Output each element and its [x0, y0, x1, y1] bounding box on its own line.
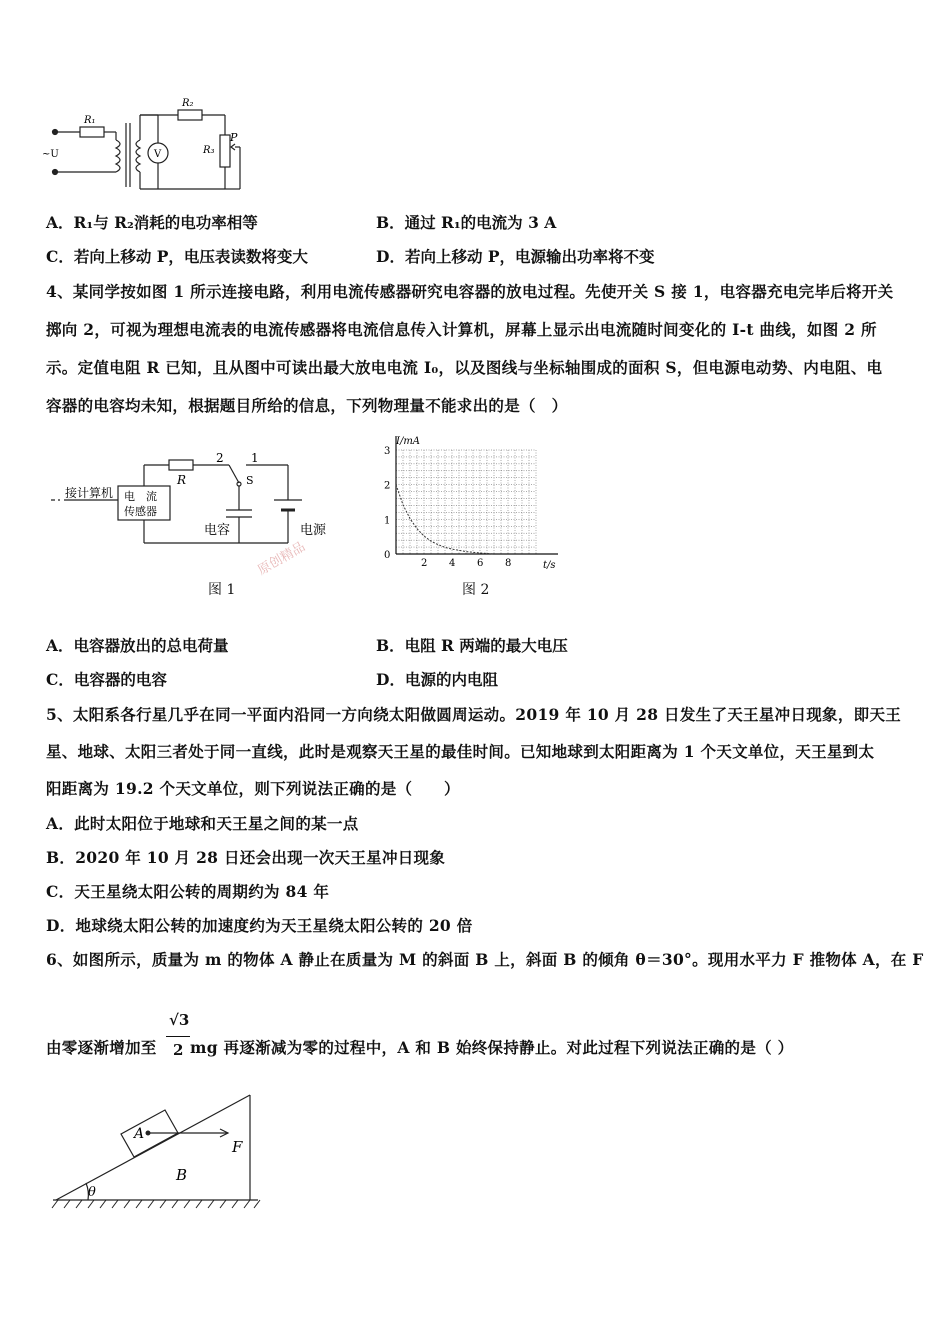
q3-option-a: A．R₁与 R₂消耗的电功率相等: [46, 213, 258, 232]
fig1-computer-label: 接计算机: [65, 486, 114, 500]
incline-figure: [48, 1090, 278, 1220]
q6-fraction-bar: [166, 1036, 190, 1037]
fig3-voltmeter-label: V: [154, 149, 162, 160]
q3-option-c: C．若向上移动 P，电压表读数将变大: [46, 247, 308, 266]
fig3-u-label: ~U: [42, 149, 59, 160]
incline-label-theta: θ: [88, 1185, 96, 1200]
q6-fraction-denominator: 2: [173, 1041, 184, 1059]
chart-y-tick-label: 3: [384, 446, 391, 457]
fig1-source-label: 电源: [300, 523, 327, 538]
q4-figure-1-circuit: [46, 440, 356, 610]
fig3-r1-label: R₁: [84, 115, 96, 126]
q4-option-d: D．电源的内电阻: [376, 670, 498, 689]
q4-option-b: B．电阻 R 两端的最大电压: [376, 636, 568, 655]
chart-y-tick-label: 2: [384, 480, 391, 492]
ground-hatching: [52, 1200, 260, 1208]
q6-line-2-pre: 由零逐渐增加至: [46, 1038, 157, 1057]
q5-option-c: C．天王星绕太阳公转的周期约为 84 年: [46, 882, 330, 901]
q4-option-a: A．电容器放出的总电荷量: [46, 636, 229, 655]
q5-line-2: 星、地球、太阳三者处于同一直线，此时是观察天王星的最佳时间。已知地球到太阳距离为 1 个天文单位，天王星到太: [46, 742, 875, 761]
fig1-terminal-2: 2: [216, 451, 224, 465]
transformer-circuit-figure: [40, 95, 250, 195]
figure-1-caption: 图 1: [208, 582, 236, 598]
incline-label-f: F: [232, 1138, 243, 1156]
q5-line-1: 5、太阳系各行星几乎在同一平面内沿同一方向绕太阳做圆周运动。2019 年 10 月 28 日发生了天王星冲日现象，即天王: [46, 705, 902, 724]
chart-y-tick-label: 0: [384, 550, 391, 561]
fig3-p-label: P: [230, 131, 238, 144]
chart-x-tick-label: 8: [505, 558, 512, 569]
q3-option-b: B．通过 R₁的电流为 3 A: [376, 213, 557, 232]
q6-line-1: 6、如图所示，质量为 m 的物体 A 静止在质量为 M 的斜面 B 上，斜面 B 的倾角 θ＝30°。现用水平力 F 推物体 A，在 F: [46, 950, 924, 969]
chart-x-tick-label: 4: [449, 558, 456, 569]
fig1-sensor-label-2: 传感器: [124, 505, 157, 518]
q3-option-d: D．若向上移动 P，电源输出功率将不变: [376, 247, 655, 266]
chart-x-tick-label: 2: [421, 558, 428, 569]
fig1-r-label: R: [177, 473, 187, 487]
chart-ylabel: I/mA: [396, 436, 421, 447]
q4-line-1: 4、某同学按如图 1 所示连接电路，利用电流传感器研究电容器的放电过程。先使开关 S 接 1，电容器充电完毕后将开关: [46, 282, 894, 301]
q5-line-3: 阳距离为 19.2 个天文单位，则下列说法正确的是（ ）: [46, 779, 460, 798]
chart-grid: [396, 450, 536, 554]
figure-2-caption: 图 2: [462, 582, 490, 598]
chart-x-tick-label: 6: [477, 558, 484, 569]
chart-y-tick-label: 1: [384, 515, 391, 527]
q4-line-2: 掷向 2，可视为理想电流表的电流传感器将电流信息传入计算机，屏幕上显示出电流随时间变化的 I-t 曲线，如图 2 所: [46, 320, 877, 339]
fig1-sensor-label-1: 电 流: [124, 490, 157, 503]
q6-line-2-post: mg 再逐渐减为零的过程中，A 和 B 始终保持静止。对此过程下列说法正确的是（ ）: [190, 1038, 794, 1057]
q4-line-3: 示。定值电阻 R 已知，且从图中可读出最大放电电流 I₀，以及图线与坐标轴围成的面积 S，但电源电动势、内电阻、电: [46, 358, 883, 377]
incline-label-a: A: [134, 1126, 145, 1142]
chart-xlabel: t/s: [543, 560, 556, 571]
incline-label-b: B: [176, 1166, 188, 1184]
fig1-watermark: 原创精品: [255, 539, 309, 579]
q5-option-b: B．2020 年 10 月 28 日还会出现一次天王星冲日现象: [46, 848, 446, 867]
q4-line-4: 容器的电容均未知，根据题目所给的信息，下列物理量不能求出的是（ ）: [46, 396, 568, 415]
q4-option-c: C．电容器的电容: [46, 670, 167, 689]
q4-figure-2-chart: [370, 430, 570, 580]
fig1-capacitor-label: 电容: [204, 523, 231, 538]
fig1-terminal-1: 1: [251, 451, 259, 465]
q6-fraction-numerator: √3: [169, 1011, 190, 1029]
fig3-r3-label: R₃: [203, 145, 215, 156]
chart-axes: [396, 436, 558, 554]
q5-option-d: D．地球绕太阳公转的加速度约为天王星绕太阳公转的 20 倍: [46, 916, 473, 935]
q5-option-a: A．此时太阳位于地球和天王星之间的某一点: [46, 814, 359, 833]
fig3-r2-label: R₂: [182, 98, 194, 109]
fig1-switch-label: S: [246, 474, 254, 487]
